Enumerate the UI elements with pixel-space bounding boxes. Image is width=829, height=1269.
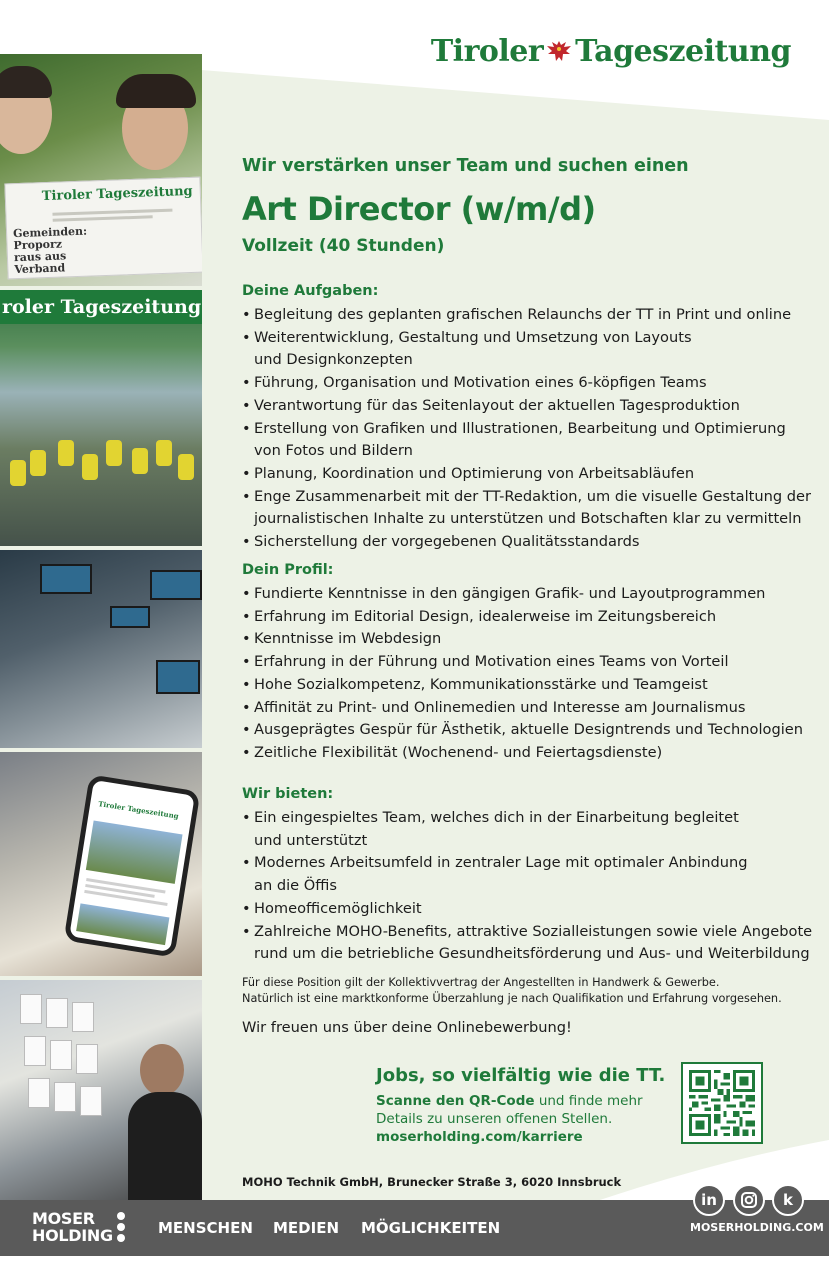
list-item	[242, 486, 811, 531]
tasks-list	[242, 304, 811, 554]
footer-website[interactable]: MOSERHOLDING.COM	[690, 1221, 824, 1234]
list-item	[242, 674, 803, 697]
list-item-line: • Homeofficemöglichkeit	[254, 899, 422, 917]
list-item-line: • Affinität zu Print- und Onlinemedien und Interesse am Journalismus	[254, 698, 746, 716]
list-item-line: • Ausgeprägtes Gespür für Ästhetik, aktuelle Designtrends und Technologien	[254, 721, 803, 739]
company-address: MOHO Technik GmbH, Brunecker Straße 3, 6020 Innsbruck	[242, 1175, 622, 1189]
moser-dots-icon	[117, 1212, 125, 1245]
list-item-line: • Verantwortung für das Seitenlayout der aktuellen Tagesproduktion	[254, 396, 740, 414]
note-line-1: Für diese Position gilt der Kollektivvertrag der Angestellten in Handwerk & Gewerbe.	[242, 976, 720, 989]
apply-text: Wir freuen uns über deine Onlinebewerbung!	[242, 1019, 572, 1036]
list-item	[242, 531, 811, 554]
photo-banner-text: roler Tageszeitung	[0, 290, 202, 324]
qr-code[interactable]	[681, 1062, 763, 1144]
jobs-details: Details zu unseren offenen Stellen.	[376, 1111, 613, 1127]
linkedin-icon[interactable]: in	[693, 1184, 725, 1216]
kununu-icon[interactable]: k	[772, 1184, 804, 1216]
footer	[0, 1191, 829, 1269]
scan-rest: und finde mehr	[534, 1093, 643, 1109]
moser-holding-logo[interactable]	[32, 1210, 113, 1244]
newspaper-image	[4, 177, 202, 280]
list-item-line: • Kenntnisse im Webdesign	[254, 630, 442, 648]
list-item	[242, 628, 803, 651]
list-item	[242, 304, 811, 327]
job-title: Art Director (w/m/d)	[242, 190, 596, 228]
list-item	[242, 898, 812, 921]
list-item	[242, 395, 811, 418]
list-item	[242, 697, 803, 720]
offer-list	[242, 807, 812, 966]
list-item-line: • Erfahrung in der Führung und Motivation eines Teams von Vorteil	[254, 653, 729, 671]
list-item-line: rund um die betriebliche Gesundheitsförderung und Aus- und Weiterbildung	[254, 945, 810, 963]
logo-text-right: Tageszeitung	[575, 34, 791, 69]
job-subtitle: Vollzeit (40 Stunden)	[242, 236, 445, 256]
photo-readers	[0, 54, 202, 286]
photo-smartphone	[0, 752, 202, 976]
qr-code-icon	[689, 1070, 755, 1136]
list-item	[242, 583, 803, 606]
moser-logo-line1: MOSER	[32, 1209, 95, 1228]
phone-app-title: Tiroler Tageszeitung	[97, 799, 180, 821]
list-item-line: • Zeitliche Flexibilität (Wochenend- und Feiertagsdienste)	[254, 743, 663, 761]
offer-heading: Wir bieten:	[242, 786, 334, 802]
list-item-line: • Führung, Organisation und Motivation eines 6-köpfigen Teams	[254, 374, 707, 392]
profile-heading: Dein Profil:	[242, 562, 334, 578]
jobs-title: Jobs, so vielfältig wie die TT.	[376, 1065, 666, 1086]
list-item-line: journalistischen Inhalte zu unterstützen und Botschaften klar zu vermitteln	[254, 510, 802, 528]
list-item-line: • Zahlreiche MOHO-Benefits, attraktive Sozialleistungen sowie viele Angebote	[254, 922, 813, 940]
list-item-line: • Enge Zusammenarbeit mit der TT-Redaktion, um die visuelle Gestaltung der	[254, 487, 812, 505]
scan-bold: Scanne den QR-Code	[376, 1093, 535, 1109]
photo-newsroom	[0, 550, 202, 748]
list-item-line: • Erfahrung im Editorial Design, idealerweise im Zeitungsbereich	[254, 607, 717, 625]
photo-strip	[0, 54, 202, 1202]
note-line-2: Natürlich ist eine marktkonforme Überzahlung je nach Qualifikation und Erfahrung vorgesehen.	[242, 992, 782, 1005]
footer-nav-moeglichkeiten[interactable]: MÖGLICHKEITEN	[361, 1219, 501, 1237]
newspaper-headline: Gemeinden: Proporz raus aus Verband	[12, 224, 88, 277]
photo-pagewall	[0, 980, 202, 1202]
eagle-icon	[544, 37, 574, 67]
list-item-line: von Fotos und Bildern	[254, 442, 413, 460]
list-item	[242, 463, 811, 486]
list-item-line: • Begleitung des geplanten grafischen Relaunchs der TT in Print und online	[254, 306, 792, 323]
list-item-line: • Sicherstellung der vorgegebenen Qualitätsstandards	[254, 533, 640, 551]
moser-logo-line2: HOLDING	[32, 1226, 113, 1245]
list-item-line: • Planung, Koordination und Optimierung von Arbeitsabläufen	[254, 464, 695, 482]
newspaper-title: Tiroler Tageszeitung	[41, 183, 193, 205]
profile-list	[242, 583, 803, 765]
list-item	[242, 372, 811, 395]
list-item-line: und Designkonzepten	[254, 351, 413, 369]
list-item-line: • Weiterentwicklung, Gestaltung und Umsetzung von Layouts	[254, 328, 692, 346]
list-item	[242, 921, 812, 966]
footer-nav-medien[interactable]: MEDIEN	[273, 1219, 340, 1237]
instagram-icon[interactable]	[733, 1184, 765, 1216]
careers-link[interactable]: moserholding.com/karriere	[376, 1129, 583, 1145]
tasks-heading: Deine Aufgaben:	[242, 283, 379, 299]
photo-runners	[0, 290, 202, 546]
list-item	[242, 418, 811, 463]
list-item-line: • Modernes Arbeitsumfeld in zentraler Lage mit optimaler Anbindung	[254, 854, 748, 872]
list-item	[242, 719, 803, 742]
smartphone-image	[64, 774, 201, 957]
list-item-line: • Hohe Sozialkompetenz, Kommunikationsstärke und Teamgeist	[254, 675, 708, 693]
list-item-line: und unterstützt	[254, 831, 368, 849]
list-item	[242, 742, 803, 765]
list-item	[242, 852, 812, 897]
logo-text-left: Tiroler	[430, 34, 544, 69]
collective-agreement-note	[242, 975, 782, 1007]
list-item-line: an die Öffis	[254, 877, 337, 895]
list-item	[242, 327, 811, 372]
list-item	[242, 807, 812, 852]
list-item-line: • Erstellung von Grafiken und Illustrationen, Bearbeitung und Optimierung	[254, 419, 786, 437]
list-item-line: • Fundierte Kenntnisse in den gängigen Grafik- und Layoutprogrammen	[254, 585, 766, 602]
list-item	[242, 606, 803, 629]
tiroler-tageszeitung-logo	[431, 34, 791, 69]
job-intro: Wir verstärken unser Team und suchen einen	[242, 156, 689, 176]
jobs-text	[376, 1092, 643, 1146]
footer-nav-menschen[interactable]: MENSCHEN	[158, 1219, 253, 1237]
list-item	[242, 651, 803, 674]
list-item-line: • Ein eingespieltes Team, welches dich in der Einarbeitung begleitet	[254, 809, 739, 826]
